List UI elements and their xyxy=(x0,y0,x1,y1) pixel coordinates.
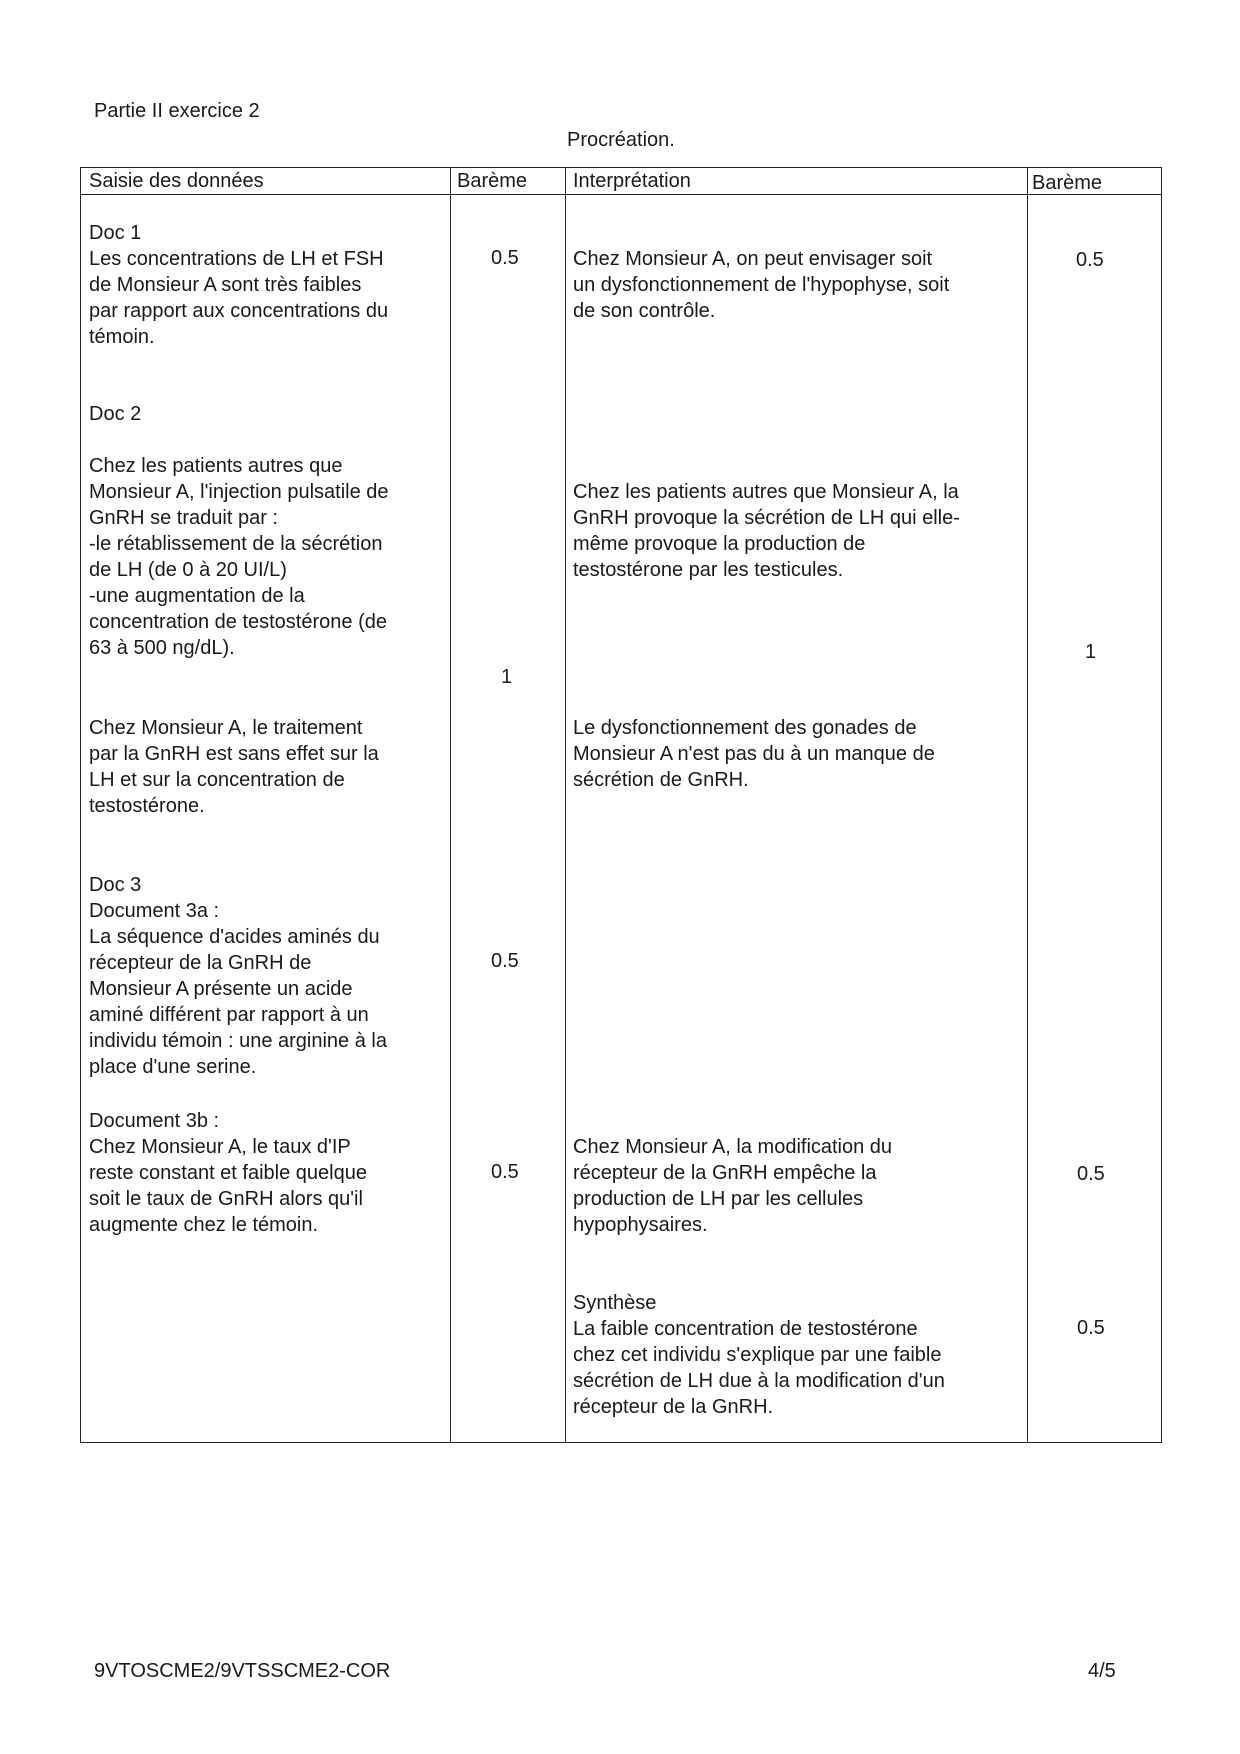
bareme1-doc1: 0.5 xyxy=(491,247,519,269)
bareme2-doc3b: 0.5 xyxy=(1077,1163,1105,1185)
bareme1-doc3b: 0.5 xyxy=(491,1161,519,1183)
interpretation-doc3b: Chez Monsieur A, la modification du récepteur de la GnRH empêche la production de LH par les cellules hypophysaires. xyxy=(573,1136,893,1236)
saisie-doc2-text: Chez les patients autres que Monsieur A, l'injection pulsatile de GnRH se traduit par : -le rétablissement de la sécrétion de LH (de 0 à 20 UI/L) -une augmentation de la concentration de testostérone (de 63 à 500 ng/dL). xyxy=(89,455,389,659)
bareme1-doc3a: 0.5 xyxy=(491,950,519,972)
header-saisie: Saisie des données xyxy=(89,170,264,192)
interpretation-doc2-monsieur: Le dysfonctionnement des gonades de Monsieur A n'est pas du à un manque de sécrétion de GnRH. xyxy=(573,717,935,791)
bareme1-doc2: 1 xyxy=(501,666,513,688)
bareme2-doc1: 0.5 xyxy=(1076,249,1104,271)
interpretation-doc2: Chez les patients autres que Monsieur A, la GnRH provoque la sécrétion de LH qui elle- même provoque la production de testostérone par les testicules. xyxy=(573,481,960,581)
header-divider xyxy=(81,194,1161,195)
column-divider xyxy=(1027,168,1028,1442)
saisie-doc3a: Doc 3 Document 3a : La séquence d'acides aminés du récepteur de la GnRH de Monsieur A présente un acide aminé différent par rapport à un individu témoin : une arginine à la place d'une serine. xyxy=(89,874,387,1078)
exercise-label: Partie II exercice 2 xyxy=(94,100,260,122)
saisie-doc2-label: Doc 2 xyxy=(89,403,142,425)
header-bareme-2: Barème xyxy=(1032,172,1103,194)
header-interpretation: Interprétation xyxy=(573,170,691,192)
saisie-doc1: Doc 1 Les concentrations de LH et FSH de Monsieur A sont très faibles par rapport aux concentrations du témoin. xyxy=(89,222,389,348)
page-title: Procréation. xyxy=(567,129,675,151)
interpretation-doc1: Chez Monsieur A, on peut envisager soit un dysfonctionnement de l'hypophyse, soit de son contrôle. xyxy=(573,248,950,322)
bareme2-synthese: 0.5 xyxy=(1077,1317,1105,1339)
bareme2-doc2: 1 xyxy=(1085,641,1097,663)
column-divider xyxy=(450,168,451,1442)
document-code: 9VTOSCME2/9VTSSCME2-COR xyxy=(94,1660,391,1682)
grading-table xyxy=(80,167,1162,1443)
saisie-doc2-monsieur: Chez Monsieur A, le traitement par la GnRH est sans effet sur la LH et sur la concentration de testostérone. xyxy=(89,717,379,817)
page-number: 4/5 xyxy=(1088,1660,1116,1682)
header-bareme-1: Barème xyxy=(457,170,528,192)
column-divider xyxy=(565,168,566,1442)
saisie-doc3b: Document 3b : Chez Monsieur A, le taux d'IP reste constant et faible quelque soit le taux de GnRH alors qu'il augmente chez le témoin. xyxy=(89,1110,367,1236)
interpretation-synthese: Synthèse La faible concentration de testostérone chez cet individu s'explique par une faible sécrétion de LH due à la modification d'un récepteur de la GnRH. xyxy=(573,1292,945,1418)
